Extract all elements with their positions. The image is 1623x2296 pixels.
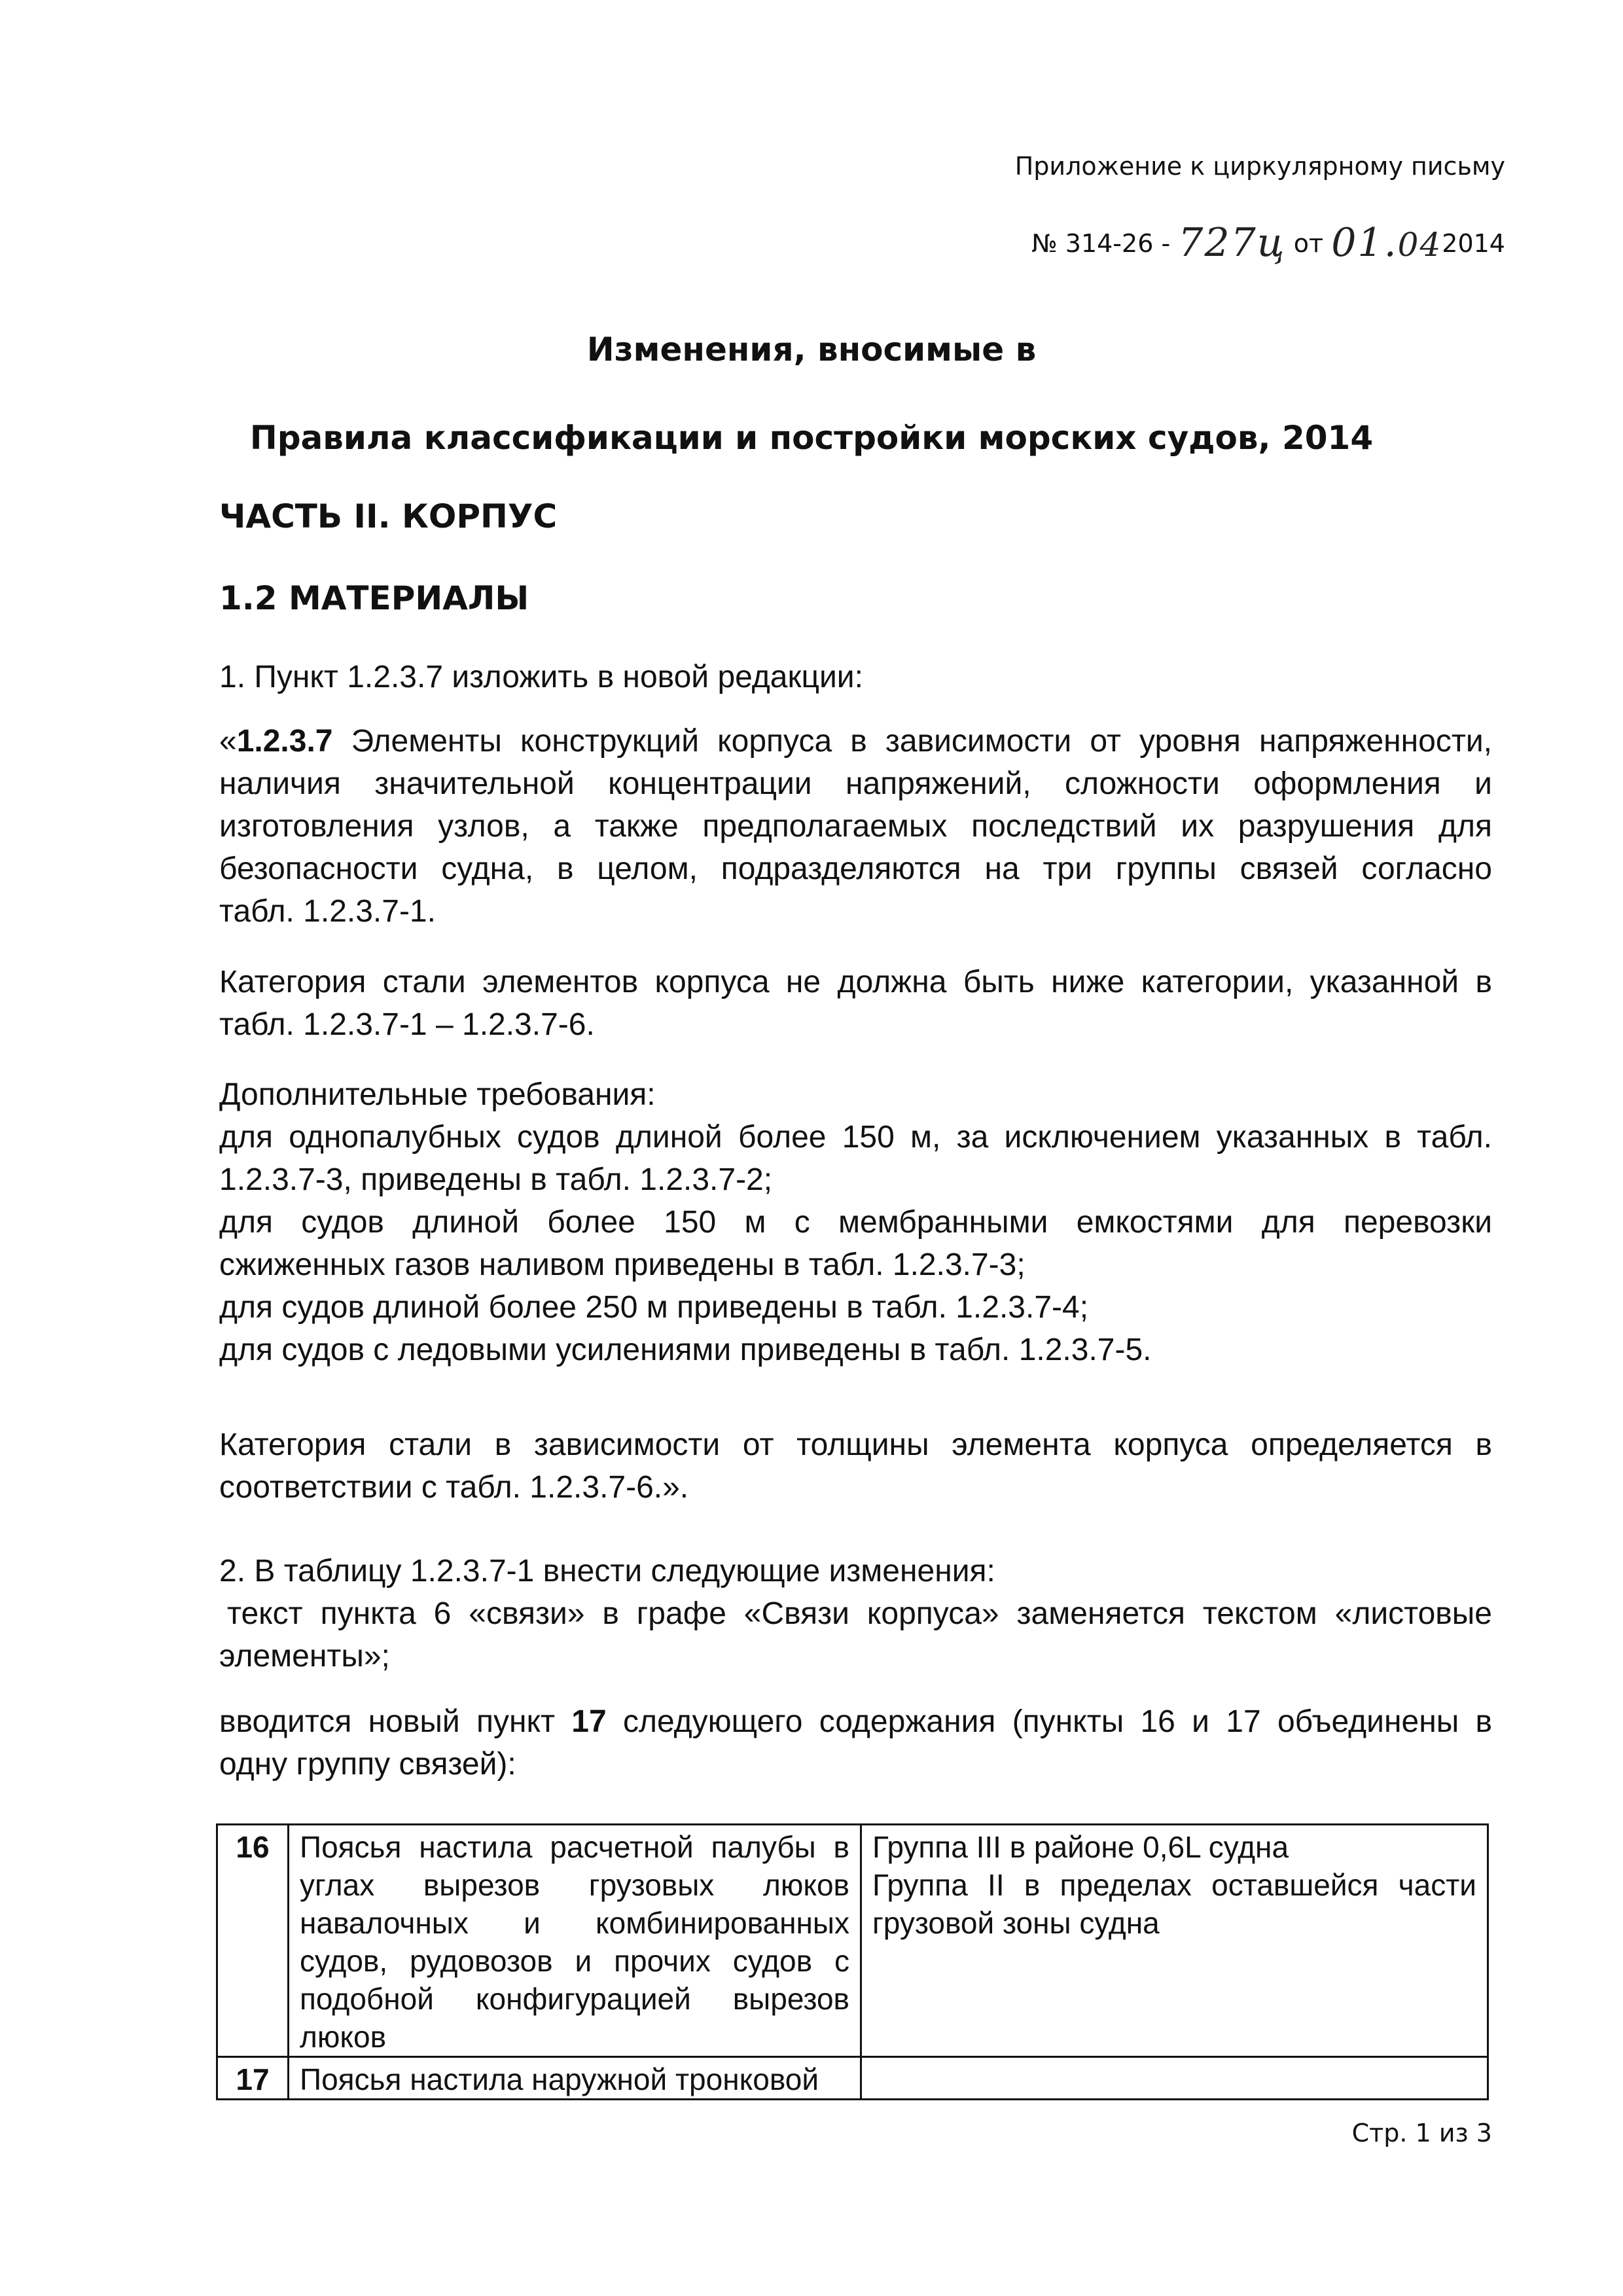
requirement-line: для судов длиной более 250 м приведены в табл. 1.2.3.7-4;	[219, 1290, 1089, 1325]
paragraph-line: Категория стали элементов корпуса не должна быть ниже категории, указанной в	[219, 965, 1492, 999]
item-2-line: 2. В таблицу 1.2.3.7-1 внести следующие изменения:	[219, 1554, 995, 1588]
group-line: Группа II в пределах оставшейся части грузовой зоны судна	[872, 1868, 1476, 1940]
document-title-line1: Изменения, вносимые в	[586, 331, 1037, 368]
handwritten-month: 04	[1397, 226, 1442, 264]
part-heading: ЧАСТЬ II. КОРПУС	[219, 497, 558, 535]
paragraph-line: табл. 1.2.3.7-1 – 1.2.3.7-6.	[219, 1007, 595, 1042]
paragraph-new-item	[219, 1700, 1492, 1785]
paragraph-thickness	[219, 1424, 1492, 1509]
table-row	[217, 2057, 1488, 2100]
additional-heading: Дополнительные требования:	[219, 1077, 656, 1112]
requirement-line: для судов с ледовыми усилениями приведены в табл. 1.2.3.7-5.	[219, 1333, 1152, 1367]
paragraph-line: одну группу связей):	[219, 1747, 516, 1782]
row-group	[861, 1825, 1488, 2057]
appendix-label: Приложение к циркулярному письму	[1014, 152, 1505, 181]
paragraph-steel-category	[219, 961, 1492, 1046]
table-row	[217, 1825, 1488, 2057]
row-group	[861, 2057, 1488, 2100]
paragraph-line: изготовления узлов, а также предполагаемых последствий их разрушения для	[219, 809, 1492, 844]
row-description: Поясья настила наружной тронковой	[289, 2057, 861, 2100]
paragraph-line: «1.2.3.7 Элементы конструкций корпуса в зависимости от уровня напряженности,	[219, 724, 1492, 759]
paragraph-line: соответствии с табл. 1.2.3.7-6.».	[219, 1470, 689, 1505]
paragraph-line: вводится новый пункт 17 следующего содержания (пункты 16 и 17 объединены в	[219, 1704, 1492, 1739]
requirement-line: сжиженных газов наливом приведены в табл. 1.2.3.7-3;	[219, 1247, 1026, 1282]
document-title-line2: Правила классификации и постройки морских судов, 2014	[249, 419, 1374, 457]
row-number: 17	[217, 2057, 289, 2100]
item-2	[219, 1550, 1492, 1677]
paragraph-line: наличия значительной концентрации напряжений, сложности оформления и	[219, 766, 1492, 801]
date-year: 2014	[1442, 229, 1505, 258]
from-label: от	[1293, 229, 1324, 258]
paragraph-line: табл. 1.2.3.7-1.	[219, 894, 436, 929]
letter-number-line	[1031, 216, 1505, 266]
requirement-line: для однопалубных судов длиной более 150 м, за исключением указанных в табл.	[219, 1120, 1492, 1155]
item-1: 1. Пункт 1.2.3.7 изложить в новой редакции:	[219, 660, 863, 694]
paragraph-1-2-3-7	[219, 720, 1492, 933]
group-line: Группа III в районе 0,6L судна	[872, 1830, 1289, 1864]
section-heading: 1.2 МАТЕРИАЛЫ	[219, 579, 529, 617]
requirement-line: для судов длиной более 150 м с мембранными емкостями для перевозки	[219, 1205, 1492, 1240]
item-2-text-line: элементы»;	[219, 1639, 390, 1674]
handwritten-day: 01.	[1331, 220, 1398, 266]
handwritten-number: 727ц	[1178, 220, 1286, 266]
requirement-line: 1.2.3.7-3, приведены в табл. 1.2.3.7-2;	[219, 1162, 773, 1197]
connections-table	[216, 1823, 1489, 2100]
paragraph-line: безопасности судна, в целом, подразделяются на три группы связей согласно	[219, 852, 1492, 886]
clause-ref: 1.2.3.7	[236, 724, 333, 759]
paragraph-line: Категория стали в зависимости от толщины элемента корпуса определяется в	[219, 1427, 1492, 1462]
row-description: Поясья настила расчетной палубы в углах вырезов грузовых люков навалочных и комбинированных судов, рудовозов и прочих судов с подобной конфигурацией вырезов люков	[289, 1825, 861, 2057]
row-number: 16	[217, 1825, 289, 2057]
additional-requirements	[219, 1073, 1492, 1371]
page-number: Стр. 1 из 3	[1351, 2119, 1492, 2147]
item-2-text-line: текст пункта 6 «связи» в графе «Связи корпуса» заменяется текстом «листовые	[227, 1596, 1492, 1631]
letter-number-prefix: № 314-26 -	[1031, 229, 1171, 258]
new-item-number: 17	[571, 1704, 607, 1739]
